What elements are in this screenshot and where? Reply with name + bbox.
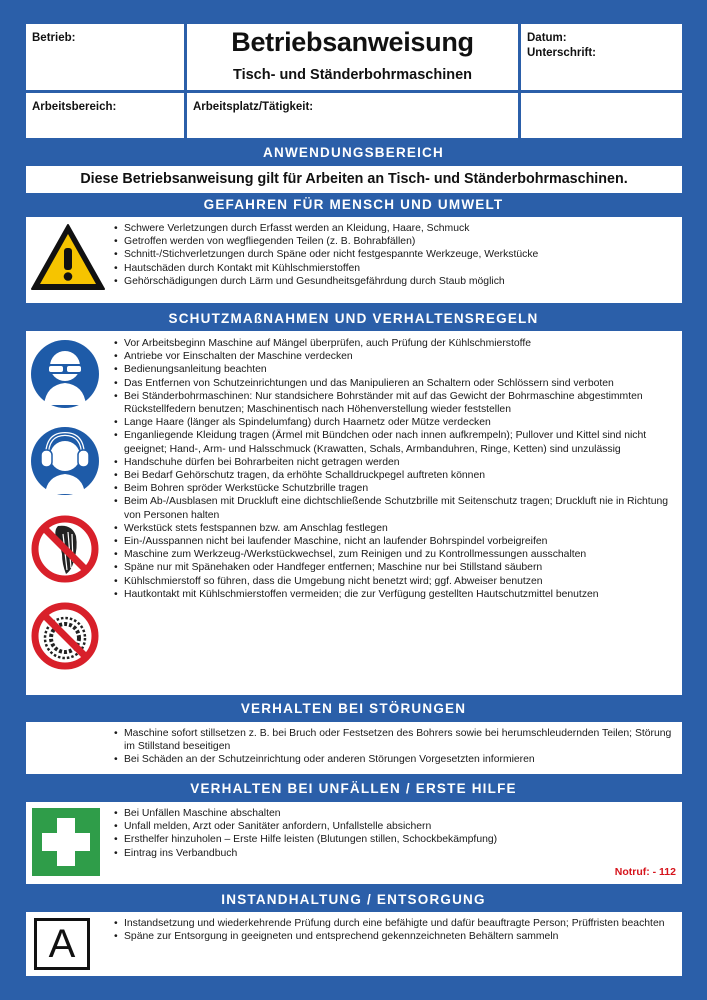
anwendung-box	[26, 166, 682, 193]
header-datum-cell	[521, 24, 682, 90]
header-empty-cell	[521, 93, 682, 138]
anwendung-title: ANWENDUNGSBEREICH	[263, 145, 444, 160]
list-item: • Späne zur Entsorgung in geeigneten und entsprechend gekennzeichneten Behältern sammeln	[114, 930, 674, 943]
safety-glasses-icon	[30, 339, 100, 409]
schutz-list	[114, 337, 680, 601]
header-arbeitsbereich-cell	[26, 93, 184, 138]
list-item: • Das Entfernen von Schutzeinrichtungen und das Manipulieren an Schaltern oder Schlössern sind verboten	[114, 377, 680, 390]
betrieb-label: Betrieb:	[32, 32, 76, 44]
arbeitsbereich-label: Arbeitsbereich:	[32, 101, 117, 113]
list-item: • Handschuhe dürfen bei Bohrarbeiten nicht getragen werden	[114, 456, 680, 469]
list-item: • Lange Haare (länger als Spindelumfang) durch Haarnetz oder Mütze verdecken	[114, 416, 680, 429]
list-item: • Hautschäden durch Kontakt mit Kühlschmierstoffen	[114, 262, 674, 275]
schutz-box	[26, 331, 682, 695]
unfaelle-title: VERHALTEN BEI UNFÄLLEN / ERSTE HILFE	[190, 781, 517, 796]
instandhaltung-box	[26, 912, 682, 976]
list-item: • Vor Arbeitsbeginn Maschine auf Mängel überprüfen, auch Prüfung der Kühlschmierstoffe	[114, 337, 680, 350]
list-item: • Hautkontakt mit Kühlschmierstoffen vermeiden; die zur Verfügung gestellten Hautschutzmittel benutzen	[114, 588, 680, 601]
schutz-title: SCHUTZMAßNAHMEN UND VERHALTENSREGELN	[168, 311, 539, 326]
no-long-hair-icon	[30, 514, 100, 584]
no-jewelry-icon	[30, 601, 100, 671]
ear-protection-icon	[30, 426, 100, 496]
anwendung-text: Diese Betriebsanweisung gilt für Arbeiten an Tisch- und Ständerbohrmaschinen.	[80, 171, 628, 187]
list-item: • Gehörschädigungen durch Lärm und Gesundheitsgefährdung durch Staub möglich	[114, 275, 674, 288]
list-item: • Eintrag ins Verbandbuch	[114, 847, 680, 860]
instandhaltung-list	[114, 917, 674, 943]
list-item: • Kühlschmierstoff so führen, dass die Umgebung nicht benetzt wird; ggf. Abweiser benutzen	[114, 575, 680, 588]
warning-triangle-icon	[30, 223, 106, 291]
datum-label: Datum:	[527, 32, 567, 44]
list-item: • Instandsetzung und wiederkehrende Prüfung durch eine befähigte und dafür beauftragte Person; Prüffristen beachten	[114, 917, 674, 930]
header-title-cell	[187, 24, 518, 90]
list-item: • Antriebe vor Einschalten der Maschine verdecken	[114, 350, 680, 363]
list-item: • Ein-/Ausspannen nicht bei laufender Maschine, nicht an laufender Bohrspindel vorbeigreifen	[114, 535, 680, 548]
header-arbeitsplatz-cell	[187, 93, 518, 138]
unfaelle-list	[114, 807, 680, 860]
list-item: • Maschine zum Werkzeug-/Werkstückwechsel, zum Reinigen und zu Kontrollmessungen ausschalten	[114, 548, 680, 561]
page-subtitle: Tisch- und Ständerbohrmaschinen	[232, 67, 473, 83]
list-item: • Unfall melden, Arzt oder Sanitäter anfordern, Unfallstelle absichern	[114, 820, 680, 833]
list-item: • Getroffen werden von wegfliegenden Teilen (z. B. Bohrabfällen)	[114, 235, 674, 248]
list-item: • Beim Bohren spröder Werkstücke Schutzbrille tragen	[114, 482, 680, 495]
list-item: • Maschine sofort stillsetzen z. B. bei Bruch oder Festsetzen des Bohrers sowie bei herumschleudernden Teilen; Störung im Stillstand beseitigen	[114, 727, 680, 753]
list-item: • Bei Bedarf Gehörschutz tragen, da erhöhte Schalldruckpegel auftreten können	[114, 469, 680, 482]
stoerungen-title: VERHALTEN BEI STÖRUNGEN	[240, 701, 467, 716]
gefahren-title: GEFAHREN FÜR MENSCH UND UMWELT	[203, 197, 504, 212]
page-title: Betriebsanweisung	[231, 27, 474, 57]
list-item: • Schnitt-/Stichverletzungen durch Späne oder nicht festgespannte Werkzeuge, Werkstücke	[114, 248, 674, 261]
list-item: • Bei Schäden an der Schutzeinrichtung oder anderen Störungen Vorgesetzten informieren	[114, 753, 680, 766]
stoerungen-box	[26, 722, 682, 774]
notruf-number: Notruf: - 112	[614, 866, 676, 878]
list-item: • Ersthelfer hinzuholen – Erste Hilfe leisten (Blutungen stillen, Schockbekämpfung)	[114, 833, 680, 846]
gefahren-list	[114, 222, 674, 288]
unterschrift-label: Unterschrift:	[527, 47, 597, 59]
first-aid-icon	[32, 808, 100, 876]
list-item: • Schwere Verletzungen durch Erfasst werden an Kleidung, Haare, Schmuck	[114, 222, 674, 235]
list-item: • Späne nur mit Spänehaken oder Handfeger entfernen; Maschine nur bei Stillstand säubern	[114, 561, 680, 574]
header-betrieb-cell	[26, 24, 184, 90]
arbeitsplatz-label: Arbeitsplatz/Tätigkeit:	[193, 101, 314, 113]
stoerungen-list	[114, 727, 680, 767]
disposal-a-icon	[34, 918, 90, 970]
list-item: • Werkstück stets festspannen bzw. am Anschlag festlegen	[114, 522, 680, 535]
list-item: • Beim Ab-/Ausblasen mit Druckluft eine dichtschließende Schutzbrille mit Seitenschutz tragen; Druckluft nie in Richtung von Personen halten	[114, 495, 680, 521]
unfaelle-box	[26, 802, 682, 884]
instandhaltung-title: INSTANDHALTUNG / ENTSORGUNG	[221, 892, 486, 907]
list-item: • Bedienungsanleitung beachten	[114, 363, 680, 376]
disposal-a-letter: A	[48, 922, 76, 966]
list-item: • Enganliegende Kleidung tragen (Ärmel mit Bündchen oder nach innen aufkrempeln); Pullover und Kittel sind nicht geeignet; Hand-, Arm- und Halsschmuck (Krawatten, Schals, Armbanduhren, Ringe, Ketten) sind unzulässig	[114, 429, 680, 455]
list-item: • Bei Ständerbohrmaschinen: Nur standsichere Bohrständer mit auf das Gewicht der Bohrmaschine abgestimmten Rückstellfedern benutzen; Maschinentisch nach Höhenverstellung wieder feststellen	[114, 390, 680, 416]
gefahren-box	[26, 217, 682, 303]
list-item: • Bei Unfällen Maschine abschalten	[114, 807, 680, 820]
